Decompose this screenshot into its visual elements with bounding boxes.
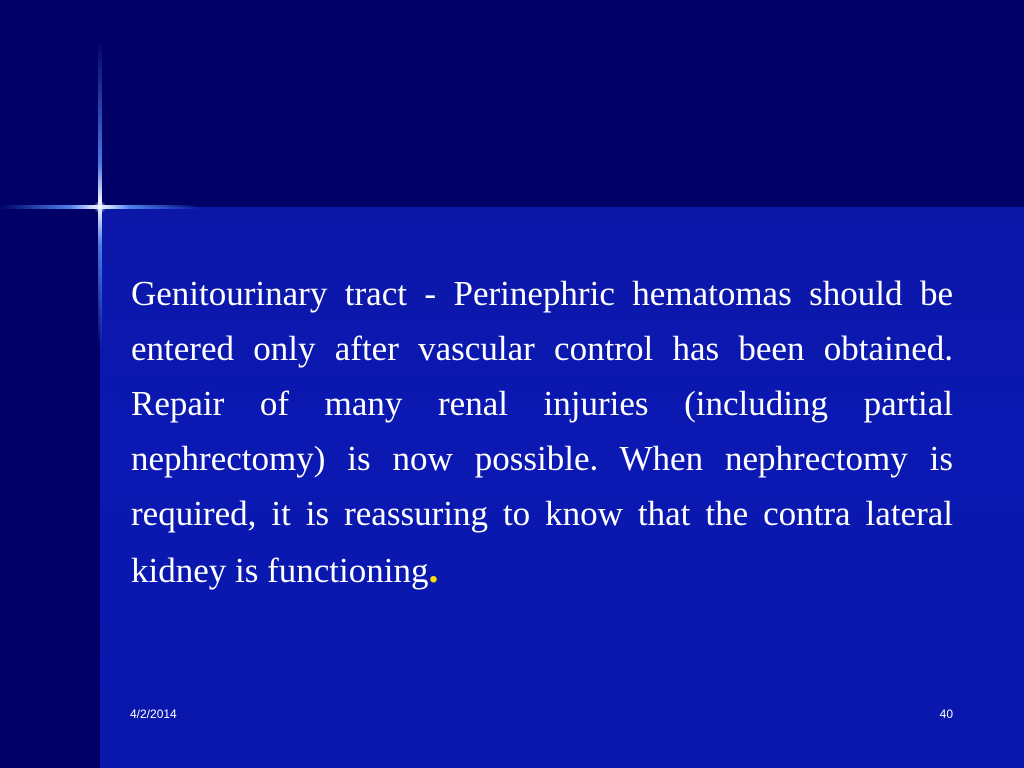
sparkle-star-icon [94,201,106,213]
slide-body-text [131,266,953,598]
sparkle-vertical-ray [98,40,102,350]
body-text-content: Genitourinary tract - Perinephric hematomas should be entered only after vascular control has been obtained. Repair of many renal injuries (including partial nephrectomy) is now possible. When nephrectomy is required, it is reassuring to know that the contra lateral kidney is functioning [131,274,953,590]
left-band [0,207,100,768]
top-band [0,0,1024,207]
footer-page-number: 40 [939,707,953,721]
footer-date: 4/2/2014 [130,707,177,721]
body-trailing-period: . [428,546,439,591]
